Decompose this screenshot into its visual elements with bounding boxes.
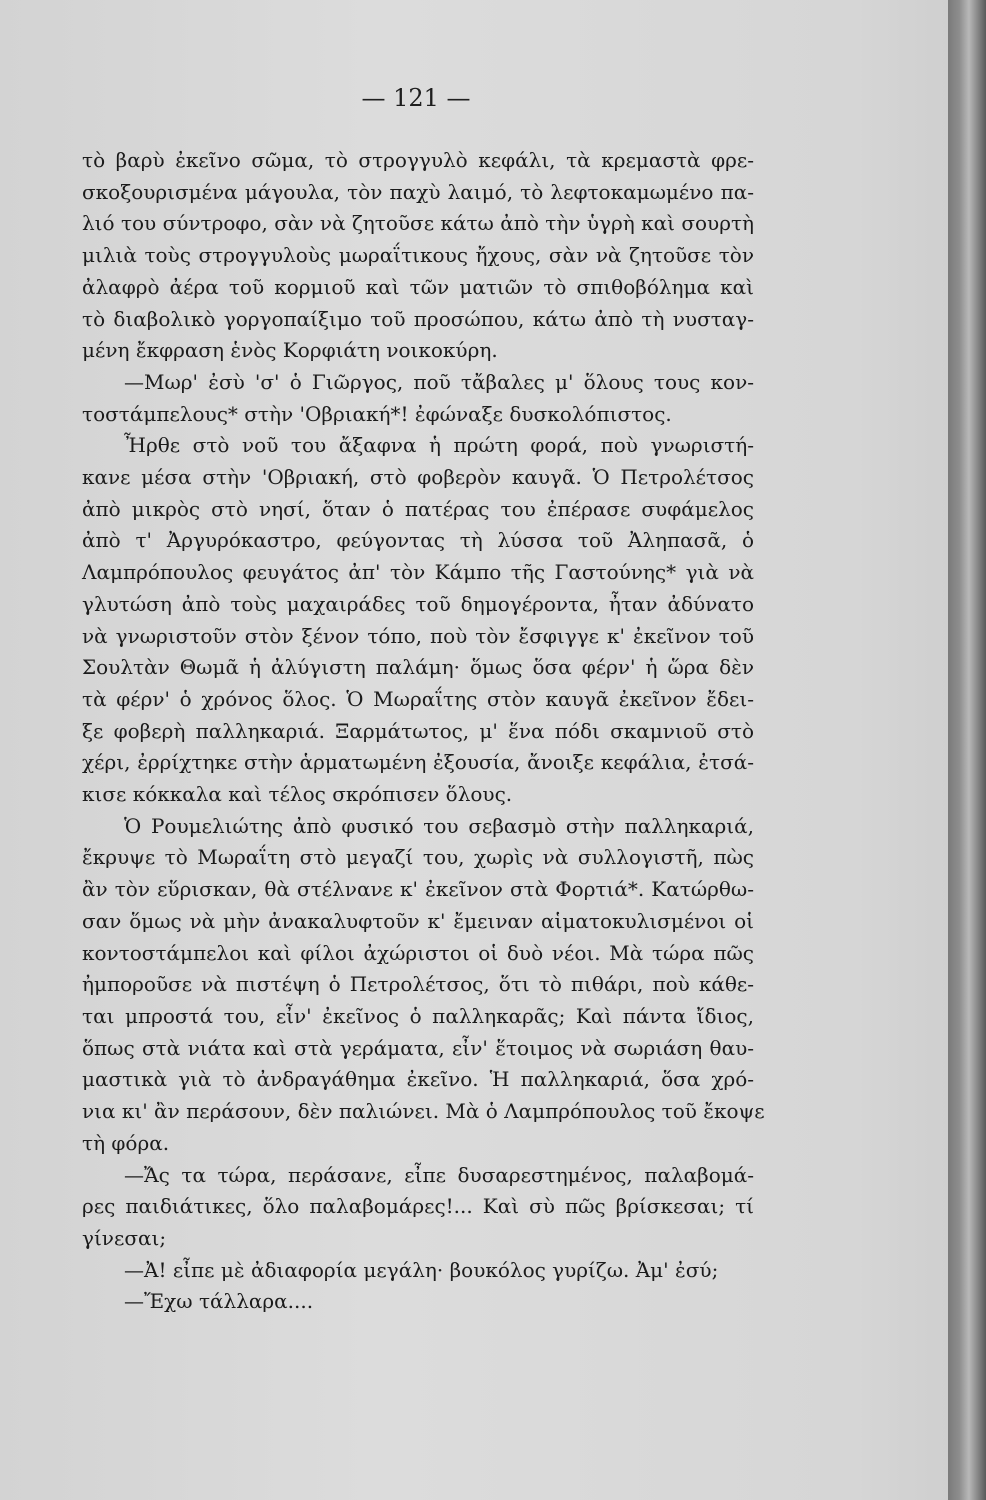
text-line: νὰ γνωριστοῦν στὸν ξένον τόπο, ποὺ τὸν ἔσφιγγε κ' ἐκεῖνον τοῦ	[82, 623, 754, 648]
text-line: ρες παιδιάτικες, ὅλο παλαβομάρες!... Καὶ σὺ πῶς βρίσκεσαι; τί	[82, 1194, 754, 1219]
text-line: κανε μέσα στὴν 'Οβριακή, στὸ φοβερὸν καυγᾶ. Ὁ Πετρολέτσος	[82, 465, 754, 490]
text-line: ται μπροστά του, εἶν' ἐκεῖνος ὁ παλληκαρᾶς; Καὶ πάντα ἴδιος,	[82, 1003, 754, 1028]
text-line: ἔκρυψε τὸ Μωραΐτη στὸ μεγαζί του, χωρὶς νὰ συλλογιστῆ, πὼς	[82, 845, 754, 870]
text-line: ἠμποροῦσε νὰ πιστέψη ὁ Πετρολέτσος, ὅτι τὸ πιθάρι, ποὺ κάθε-	[82, 972, 754, 997]
text-line: —Ἀ! εἶπε μὲ ἀδιαφορία μεγάλη· βουκόλος γυρίζω. Ἀμ' ἐσύ;	[124, 1257, 719, 1282]
text-line: —Ἔχω τάλλαρα....	[124, 1289, 314, 1314]
page-edge	[948, 0, 986, 1500]
text-line: —Μωρ' ἐσὺ 'σ' ὁ Γιῶργος, ποῦ τἄβαλες μ' ὅλους τους κον-	[124, 369, 754, 394]
text-line: γίνεσαι;	[82, 1225, 167, 1250]
text-line: μιλιὰ τοὺς στρογγυλοὺς μωραΐτικους ἤχους, σὰν νὰ ζητοῦσε τὸν	[82, 243, 754, 268]
text-line: λιό του σύντροφο, σὰν νὰ ζητοῦσε κάτω ἀπὸ τὴν ὑγρὴ καὶ σουρτὴ	[82, 211, 754, 236]
text-line: ἀπὸ μικρὸς στὸ νησί, ὅταν ὁ πατέρας του ἐπέρασε συφάμελος	[82, 496, 754, 521]
text-line: σκοξουρισμένα μάγουλα, τὸν παχὺ λαιμό, τὸ λεφτοκαμωμένο πα-	[82, 179, 754, 204]
text-line: χέρι, ἐρρίχτηκε στὴν ἁρματωμένη ἐξουσία, ἄνοιξε κεφάλια, ἐτσά-	[82, 750, 754, 775]
text-line: Ἦρθε στὸ νοῦ του ἄξαφνα ἡ πρώτη φορά, ποὺ γνωριστή-	[124, 433, 754, 458]
text-line: τὸ διαβολικὸ γοργοπαίξιμο τοῦ προσώπου, κάτω ἀπὸ τὴ νυσταγ-	[82, 306, 754, 331]
text-line: τὸ βαρὺ ἐκεῖνο σῶμα, τὸ στρογγυλὸ κεφάλι, τὰ κρεμαστὰ φρε-	[82, 148, 754, 172]
text-line: ἀπὸ τ' Ἀργυρόκαστρο, φεύγοντας τὴ λύσσα τοῦ Ἀληπασᾶ, ὁ	[82, 528, 754, 553]
text-line: —Ἄς τα τώρα, περάσανε, εἶπε δυσαρεστημένος, παλαβομά-	[124, 1162, 754, 1187]
text-line: ἂν τὸν εὕρισκαν, θὰ στέλνανε κ' ἐκεῖνον στὰ Φορτιά*. Κατώρθω-	[82, 877, 754, 902]
text-line: κισε κόκκαλα καὶ τέλος σκρόπισεν ὅλους.	[82, 782, 513, 807]
text-line: Ὁ Ρουμελιώτης ἀπὸ φυσικό του σεβασμὸ στὴν παλληκαριά,	[124, 813, 754, 838]
body-text	[82, 145, 765, 1318]
text-line: μαστικὰ γιὰ τὸ ἀνδραγάθημα ἐκεῖνο. Ἡ παλληκαριά, ὅσα χρό-	[82, 1067, 754, 1092]
text-line: τὰ φέρν' ὁ χρόνος ὅλος. Ὁ Μωραΐτης στὸν καυγᾶ ἐκεῖνον ἔδει-	[82, 686, 754, 711]
page-number: — 121 —	[361, 84, 471, 112]
text-line: ὅπως στὰ νιάτα καὶ στὰ γεράματα, εἶν' ἕτοιμος νὰ σωριάση θαυ-	[82, 1035, 754, 1060]
text-line: γλυτώση ἀπὸ τοὺς μαχαιράδες τοῦ δημογέροντα, ἦταν ἀδύνατο	[82, 591, 754, 616]
text-line: κοντοστάμπελοι καὶ φίλοι ἀχώριστοι οἱ δυὸ νέοι. Μὰ τώρα πῶς	[82, 940, 754, 965]
text-line: ἀλαφρὸ ἀέρα τοῦ κορμιοῦ καὶ τῶν ματιῶν τὸ σπιθοβόλημα καὶ	[82, 274, 754, 299]
text-line: νια κι' ἂν περάσουν, δὲν παλιώνει. Μὰ ὁ Λαμπρόπουλος τοῦ ἔκοψε	[82, 1099, 765, 1124]
text-line: Λαμπρόπουλος φευγάτος ἀπ' τὸν Κάμπο τῆς Γαστούνης* γιὰ νὰ	[82, 560, 754, 585]
text-line: ξε φοβερὴ παλληκαριά. Ξαρμάτωτος, μ' ἕνα πόδι σκαμνιοῦ στὸ	[82, 718, 754, 743]
text-line: Σουλτὰν Θωμᾶ ἡ ἀλύγιστη παλάμη· ὅμως ὅσα φέρν' ἡ ὥρα δὲν	[82, 655, 754, 680]
text-line: τὴ φόρα.	[82, 1130, 170, 1155]
text-line: σαν ὅμως νὰ μὴν ἀνακαλυφτοῦν κ' ἔμειναν αἱματοκυλισμένοι οἱ	[82, 908, 754, 933]
text-line: τοστάμπελους* στὴν 'Οβριακή*! ἐφώναξε δυσκολόπιστος.	[82, 401, 672, 426]
text-line: μένη ἔκφραση ἑνὸς Κορφιάτη νοικοκύρη.	[82, 338, 498, 363]
